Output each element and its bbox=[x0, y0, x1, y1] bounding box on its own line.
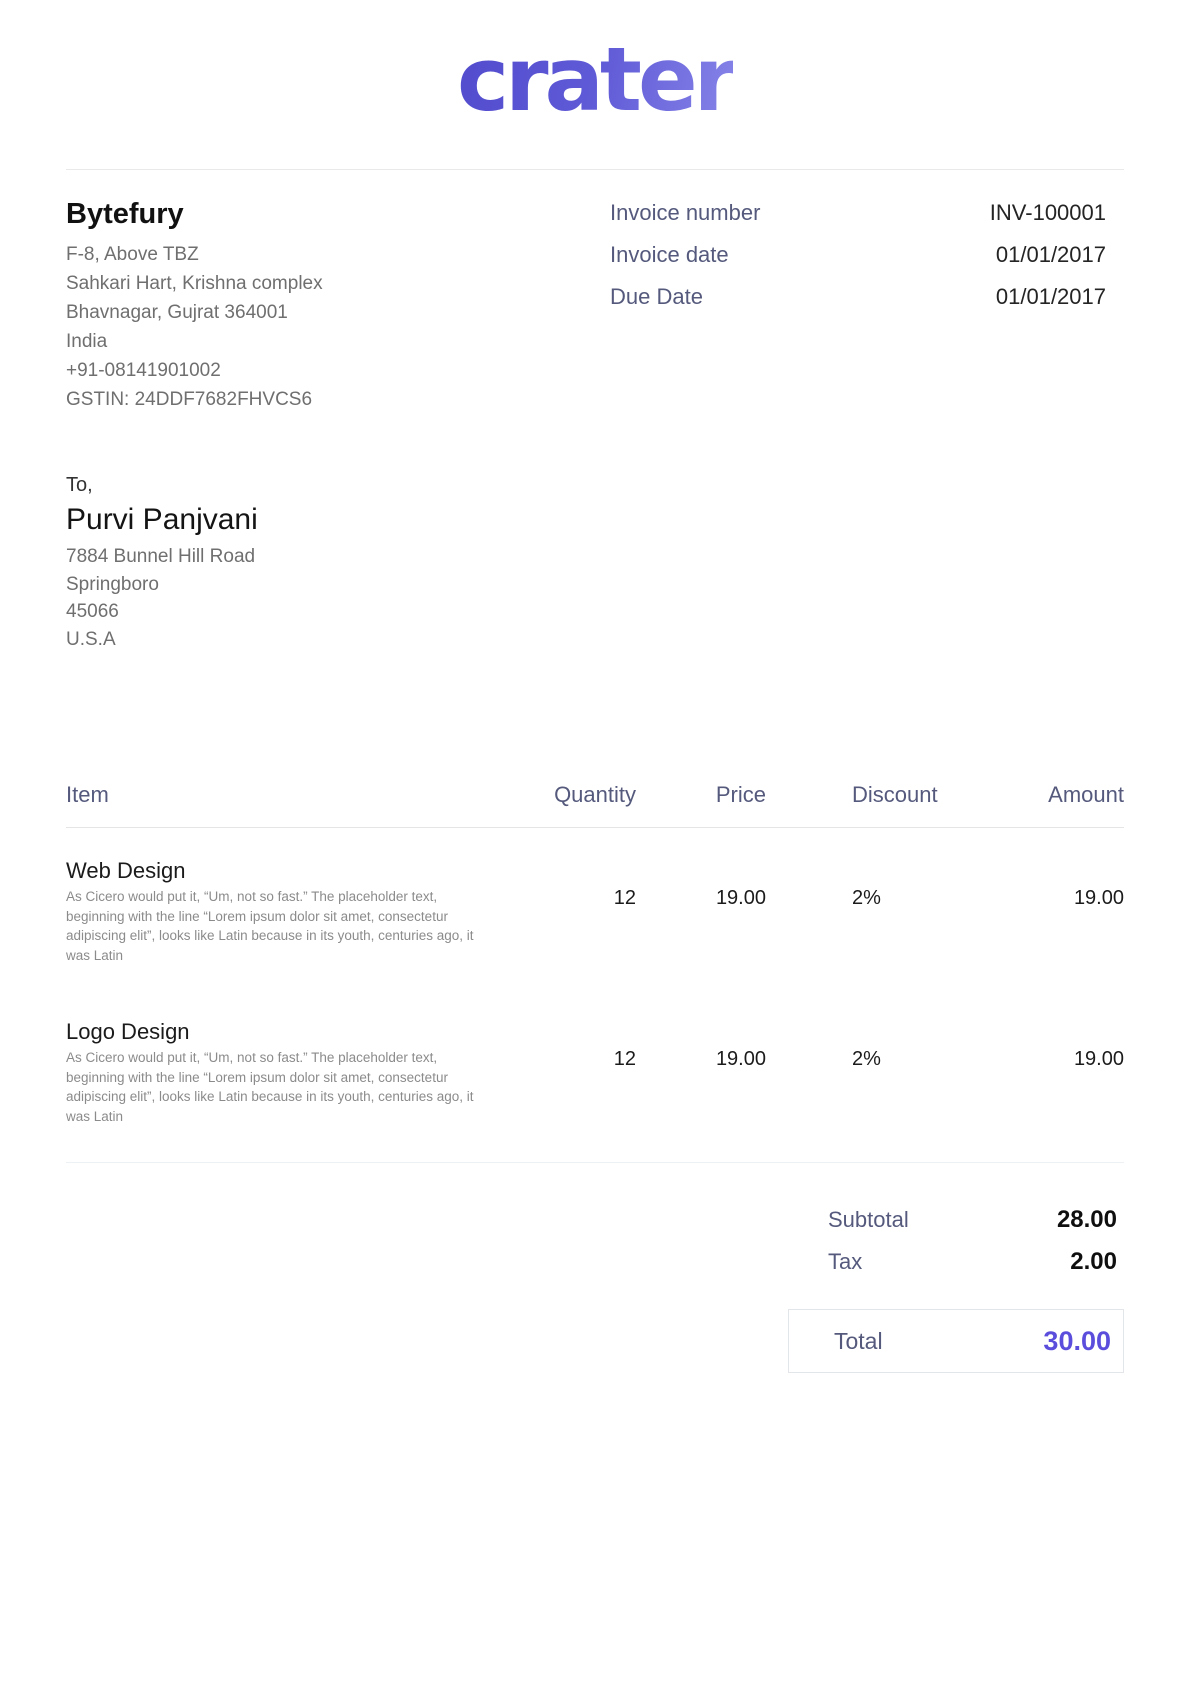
header-item: Item bbox=[66, 782, 109, 807]
tax-value: 2.00 bbox=[1070, 1248, 1117, 1275]
invoice-date-label: Invoice date bbox=[610, 242, 729, 267]
item-discount: 2% bbox=[852, 887, 881, 909]
item-amount: 19.00 bbox=[1073, 887, 1124, 909]
total-label: Total bbox=[834, 1328, 883, 1354]
header-price: Price bbox=[715, 782, 766, 807]
item-quantity: 12 bbox=[613, 1048, 636, 1070]
item-row bbox=[66, 828, 1124, 989]
due-date-label: Due Date bbox=[610, 284, 703, 309]
invoice-number-row bbox=[610, 198, 1124, 228]
totals-block bbox=[788, 1205, 1124, 1373]
header-quantity: Quantity bbox=[554, 782, 636, 807]
company-address-line: India bbox=[66, 331, 108, 352]
total-value: 30.00 bbox=[1043, 1326, 1111, 1356]
due-date-row bbox=[610, 282, 1124, 312]
invoice-date-value: 01/01/2017 bbox=[995, 242, 1106, 267]
customer-address-line: 45066 bbox=[66, 601, 119, 622]
item-description: As Cicero would put it, “Um, not so fast.” The placeholder text, beginning with the line “Lorem ipsum dolor sit amet, consectetur adipiscing elit”, looks like Latin because in its youth, centuries ago, it was Latin bbox=[66, 1050, 474, 1124]
company-address-line: F-8, Above TBZ bbox=[66, 244, 199, 265]
item-name: Web Design bbox=[66, 858, 186, 883]
subtotal-row bbox=[788, 1205, 1124, 1235]
items-table-header bbox=[66, 781, 1124, 828]
invoice-date-row bbox=[610, 240, 1124, 270]
subtotal-value: 28.00 bbox=[1056, 1206, 1117, 1233]
company-name: Bytefury bbox=[66, 198, 184, 230]
total-box bbox=[788, 1309, 1124, 1373]
invoice-number-label: Invoice number bbox=[610, 200, 761, 225]
item-name: Logo Design bbox=[66, 1019, 190, 1044]
item-cell bbox=[66, 1019, 506, 1126]
bill-to-prefix: To, bbox=[66, 474, 93, 496]
company-address-line: Sahkari Hart, Krishna complex bbox=[66, 273, 323, 294]
header-amount: Amount bbox=[1048, 782, 1124, 807]
item-row bbox=[66, 989, 1124, 1150]
total-row bbox=[794, 1325, 1118, 1357]
company-gstin: GSTIN: 24DDF7682FHVCS6 bbox=[66, 389, 313, 410]
bill-to-block bbox=[66, 472, 1124, 653]
items-end-divider bbox=[66, 1162, 1124, 1163]
invoice-meta bbox=[610, 196, 1124, 414]
info-section bbox=[66, 196, 1124, 414]
header-divider bbox=[66, 169, 1124, 170]
item-amount: 19.00 bbox=[1073, 1048, 1124, 1070]
customer-name: Purvi Panjvani bbox=[66, 503, 258, 536]
company-address bbox=[66, 240, 323, 414]
subtotal-label: Subtotal bbox=[828, 1207, 909, 1232]
item-description: As Cicero would put it, “Um, not so fast.” The placeholder text, beginning with the line “Lorem ipsum dolor sit amet, consectetur adipiscing elit”, looks like Latin because in its youth, centuries ago, it was Latin bbox=[66, 889, 474, 963]
customer-address-line: Springboro bbox=[66, 573, 159, 595]
customer-address-line: U.S.A bbox=[66, 628, 116, 650]
invoice-number-value: INV-100001 bbox=[989, 200, 1106, 225]
item-price: 19.00 bbox=[715, 1048, 766, 1070]
company-address-line: Bhavnagar, Gujrat 364001 bbox=[66, 302, 288, 323]
item-discount: 2% bbox=[852, 1048, 881, 1070]
item-quantity: 12 bbox=[613, 887, 636, 909]
customer-address-line: 7884 Bunnel Hill Road bbox=[66, 546, 256, 567]
company-phone: +91-08141901002 bbox=[66, 360, 221, 381]
tax-row bbox=[788, 1247, 1124, 1277]
crater-logo: crater bbox=[456, 28, 734, 131]
item-price: 19.00 bbox=[715, 887, 766, 909]
items-table bbox=[66, 781, 1124, 1163]
item-cell bbox=[66, 858, 506, 965]
due-date-value: 01/01/2017 bbox=[995, 284, 1106, 309]
header-discount: Discount bbox=[852, 782, 938, 807]
customer-address bbox=[66, 543, 1124, 653]
tax-label: Tax bbox=[828, 1249, 863, 1274]
logo-container bbox=[66, 28, 1124, 131]
company-block bbox=[66, 196, 323, 414]
